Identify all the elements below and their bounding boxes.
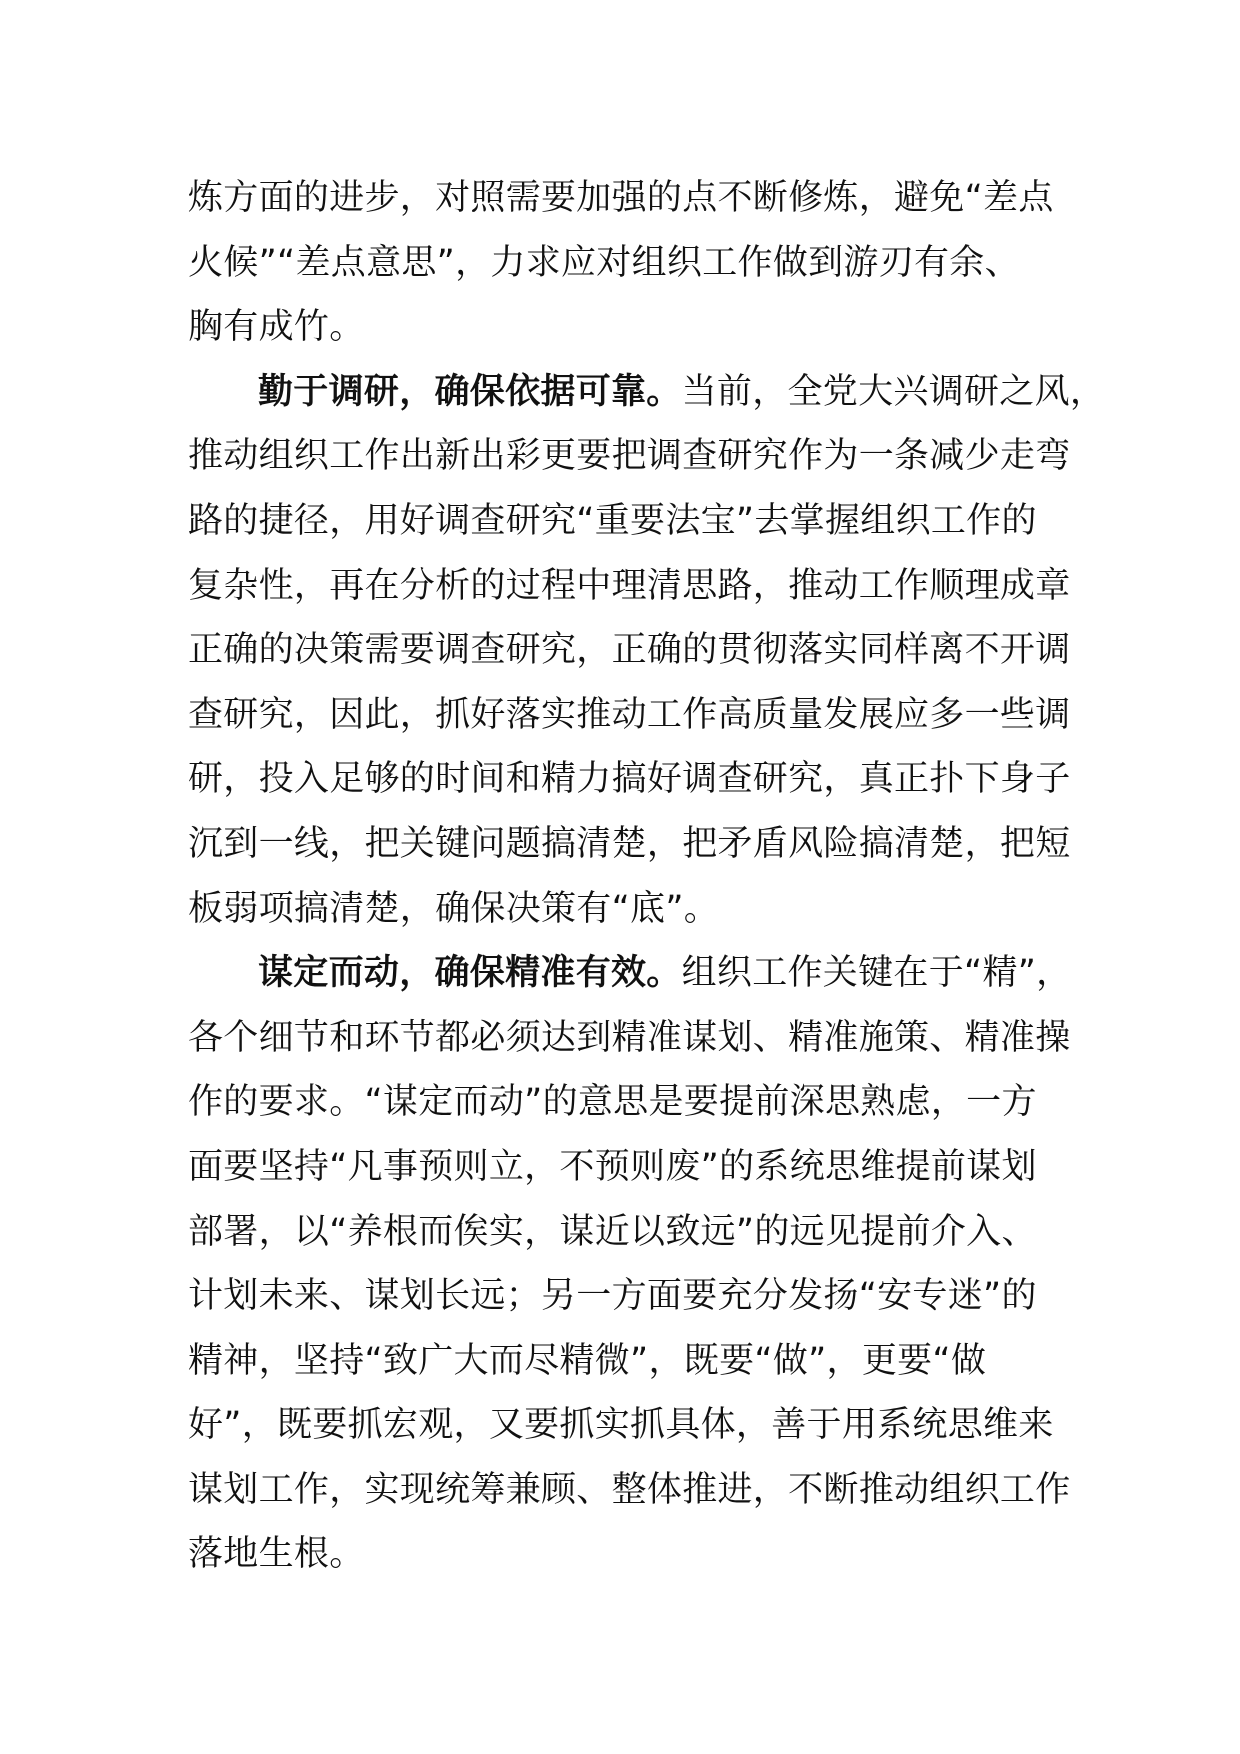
- paragraph-1-line-3: 胸有成竹。: [188, 307, 365, 348]
- paragraph-1-line-2: 火候”“差点意思”，力求应对组织工作做到游刃有余、: [188, 242, 1020, 283]
- paragraph-2-line-4: 复杂性，再在分析的过程中理清思路，推动工作顺理成章: [188, 565, 1071, 606]
- paragraph-2-line-8: 沉到一线，把关键问题搞清楚，把矛盾风险搞清楚，把短: [188, 823, 1071, 864]
- paragraph-2-line-6: 查研究，因此，抓好落实推动工作高质量发展应多一些调: [188, 694, 1071, 735]
- paragraph-1-line-1: 炼方面的进步，对照需要加强的点不断修炼，避免“差点: [188, 178, 1054, 218]
- paragraph-3-line-6: 计划未来、谋划长远；另一方面要充分发扬“安专迷”的: [188, 1276, 1037, 1317]
- paragraph-3-line-5: 部署，以“养根而俟实，谋近以致远”的远见提前介入、: [188, 1211, 1037, 1252]
- paragraph-3-line-7: 精神，坚持“致广大而尽精微”，既要“做”，更要“做: [188, 1340, 987, 1381]
- paragraph-2-line-9: 板弱项搞清楚，确保决策有“底”。: [188, 888, 720, 929]
- body-text: [188, 166, 1106, 1587]
- paragraph-3-line-8: 好”，既要抓宏观，又要抓实抓具体，善于用系统思维来: [188, 1405, 1054, 1446]
- paragraph-3-heading: 谋定而动，确保精准有效。: [258, 953, 682, 994]
- paragraph-3-line-9: 谋划工作，实现统筹兼顾、整体推进，不断推动组织工作: [188, 1469, 1071, 1510]
- paragraph-2-line-1-text: 当前，全党大兴调研之风，: [681, 371, 1106, 412]
- paragraph-2-heading: 勤于调研，确保依据可靠。: [258, 371, 682, 412]
- paragraph-3-line-3: 作的要求。“谋定而动”的意思是要提前深思熟虑，一方: [188, 1082, 1037, 1123]
- paragraph-3-line-10: 落地生根。: [188, 1534, 365, 1575]
- paragraph-3-line-1-text: 组织工作关键在于“精”，: [681, 953, 1072, 994]
- paragraph-2-line-7: 研，投入足够的时间和精力搞好调查研究，真正扑下身子: [188, 759, 1071, 800]
- paragraph-3-line-2: 各个细节和环节都必须达到精准谋划、精准施策、精准操: [188, 1017, 1071, 1058]
- paragraph-3-line-1: [188, 941, 1088, 1006]
- paragraph-2-line-1: [188, 360, 1106, 425]
- paragraph-2-line-5: 正确的决策需要调查研究，正确的贯彻落实同样离不开调: [188, 630, 1071, 671]
- paragraph-2-line-2: 推动组织工作出新出彩更要把调查研究作为一条减少走弯: [188, 436, 1071, 477]
- paragraph-2-line-3: 路的捷径，用好调查研究“重要法宝”去掌握组织工作的: [188, 500, 1037, 541]
- paragraph-3-line-4: 面要坚持“凡事预则立，不预则废”的系统思维提前谋划: [188, 1146, 1037, 1187]
